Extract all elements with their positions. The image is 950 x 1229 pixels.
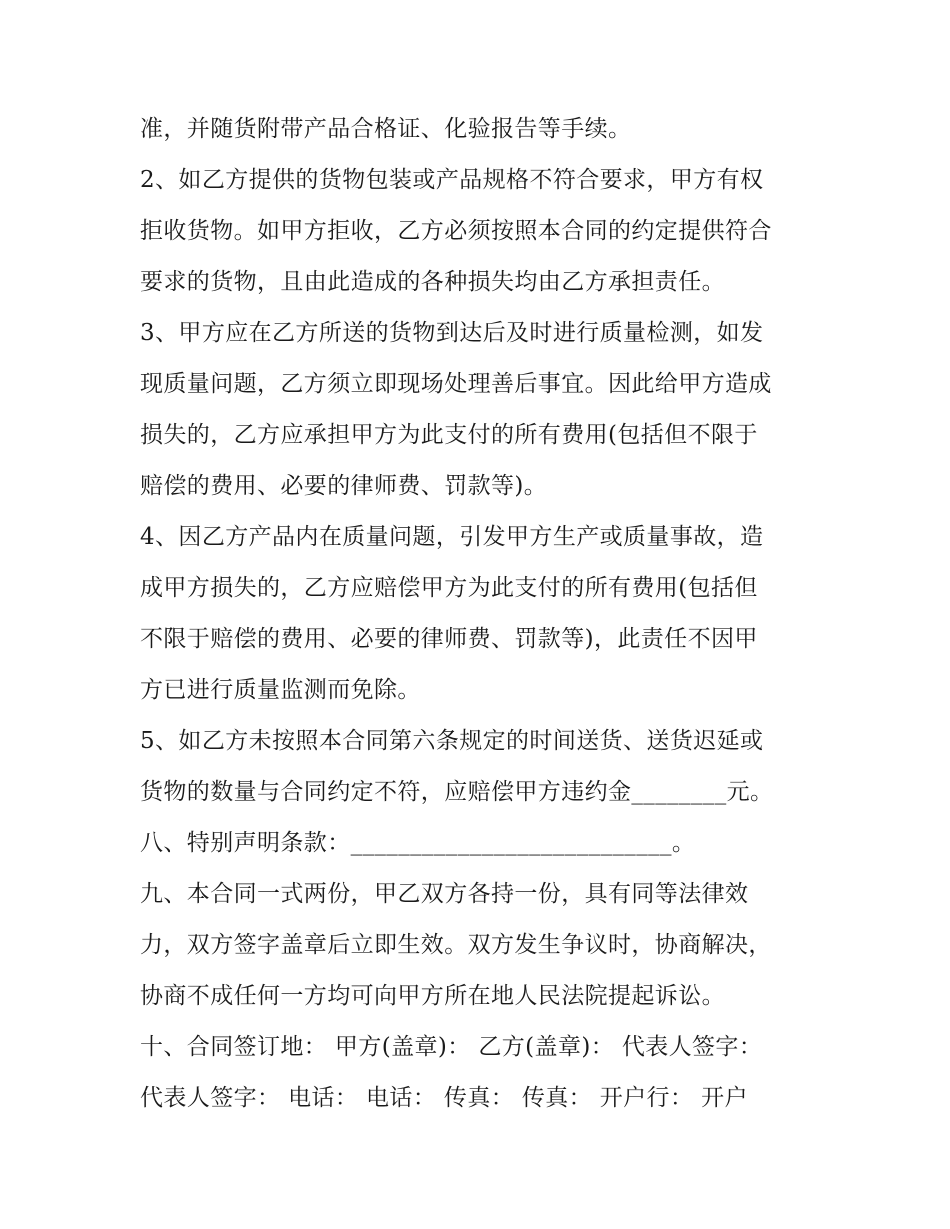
text-line: 5、如乙方未按照本合同第六条规定的时间送货、送货迟延或 bbox=[140, 728, 764, 754]
contract-body bbox=[140, 104, 820, 1124]
text-line: 方已进行质量监测而免除。 bbox=[140, 677, 421, 703]
text-line: 3、甲方应在乙方所送的货物到达后及时进行质量检测，如发 bbox=[140, 320, 764, 346]
text-line: 4、因乙方产品内在质量问题，引发甲方生产或质量事故，造 bbox=[140, 524, 764, 550]
text-line: 现质量问题，乙方须立即现场处理善后事宜。因此给甲方造成 bbox=[140, 371, 772, 397]
text-line: 2、如乙方提供的货物包装或产品规格不符合要求，甲方有权 bbox=[140, 167, 764, 193]
text-line: 货物的数量与合同约定不符，应赔偿甲方违约金________元。 bbox=[140, 779, 774, 805]
text-line: 不限于赔偿的费用、必要的律师费、罚款等)，此责任不因甲 bbox=[140, 626, 758, 652]
text-line: 九、本合同一式两份，甲乙双方各持一份，具有同等法律效 bbox=[140, 881, 749, 907]
text-line: 力，双方签字盖章后立即生效。双方发生争议时，协商解决， bbox=[140, 932, 772, 958]
text-line: 要求的货物，且由此造成的各种损失均由乙方承担责任。 bbox=[140, 269, 725, 295]
text-line: 拒收货物。如甲方拒收，乙方必须按照本合同的约定提供符合 bbox=[140, 218, 772, 244]
text-line: 八、特别声明条款：___________________________。 bbox=[140, 830, 696, 856]
text-line: 损失的，乙方应承担甲方为此支付的所有费用(包括但不限于 bbox=[140, 422, 758, 448]
text-line: 成甲方损失的，乙方应赔偿甲方为此支付的所有费用(包括但 bbox=[140, 575, 758, 601]
text-line: 协商不成任何一方均可向甲方所在地人民法院提起诉讼。 bbox=[140, 983, 725, 1009]
text-line: 赔偿的费用、必要的律师费、罚款等)。 bbox=[140, 473, 548, 499]
text-line: 十、合同签订地： 甲方(盖章)： 乙方(盖章)： 代表人签字： bbox=[140, 1034, 763, 1060]
text-line: 准，并随货附带产品合格证、化验报告等手续。 bbox=[140, 116, 632, 142]
text-line: 代表人签字： 电话： 电话： 传真： 传真： 开户行： 开户 bbox=[140, 1085, 748, 1111]
